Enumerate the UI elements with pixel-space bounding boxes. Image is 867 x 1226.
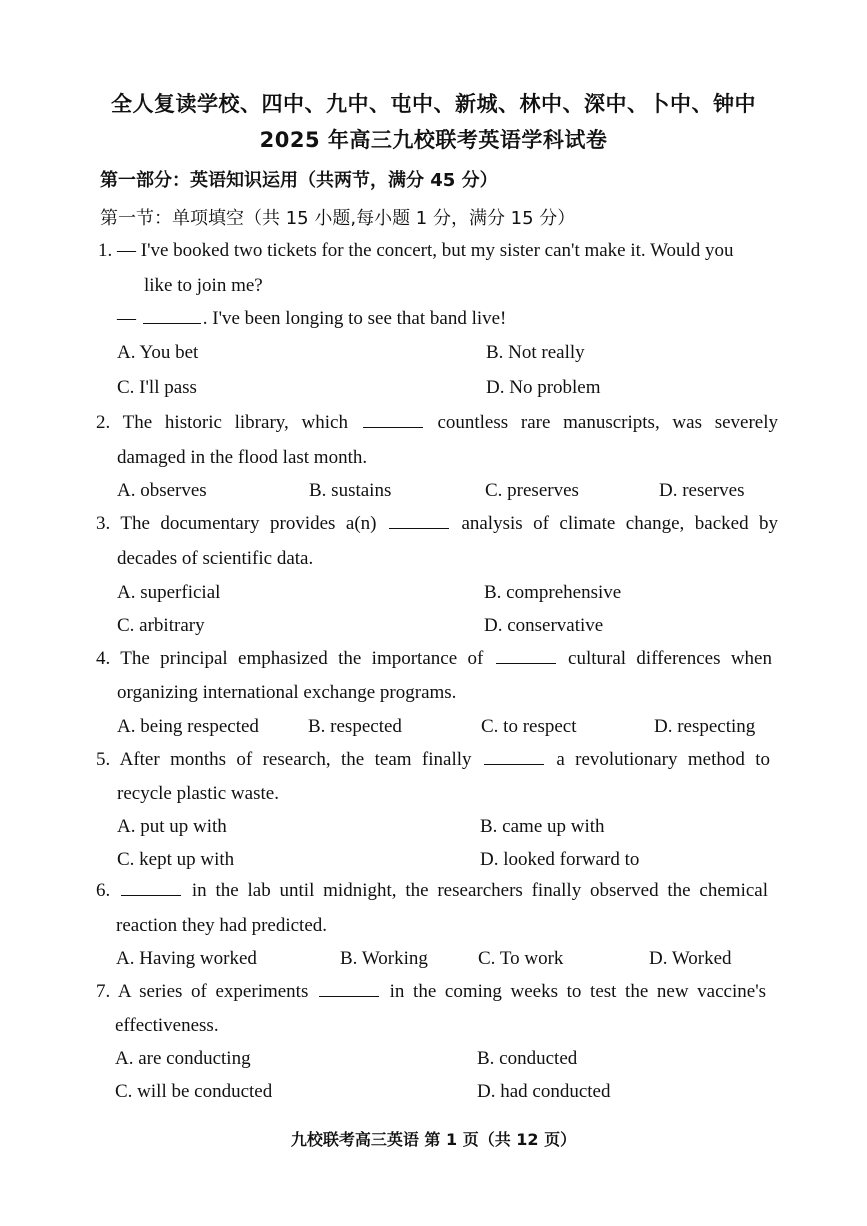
option-b: B. Not really <box>486 342 585 363</box>
option-a: A. are conducting <box>115 1048 251 1069</box>
option-b: B. sustains <box>309 480 392 501</box>
option-b: B. conducted <box>477 1048 578 1069</box>
question-text: in the coming weeks to test the new vaccine's <box>389 981 767 1002</box>
part-heading: 第一部分：英语知识运用（共两节，满分 45 分） <box>100 170 498 191</box>
option-d: D. respecting <box>654 716 756 737</box>
question-text: decades of scientific data. <box>117 548 314 569</box>
option-a: A. superficial <box>117 582 221 603</box>
question-text: The principal emphasized the importance of <box>120 648 484 669</box>
option-b: B. respected <box>308 716 402 737</box>
option-c: C. kept up with <box>117 849 235 870</box>
option-c: C. I'll pass <box>117 377 197 398</box>
question-text: . I've been longing to see that band live! <box>202 308 507 329</box>
question-text: The historic library, which <box>122 412 348 433</box>
option-c: C. preserves <box>485 480 579 501</box>
answer-blank <box>484 763 544 765</box>
question-text: The documentary provides a(n) <box>120 513 377 534</box>
section-heading: 第一节：单项填空（共 15 小题,每小题 1 分，满分 15 分） <box>100 208 576 229</box>
question-text: analysis of climate change, backed by <box>461 513 779 534</box>
question-text: damaged in the flood last month. <box>117 447 368 468</box>
question-number: 7. <box>96 981 111 1002</box>
question-number: 2. <box>96 412 111 433</box>
answer-blank <box>363 426 423 428</box>
exam-schools-title: 全人复读学校、四中、九中、屯中、新城、林中、深中、卜中、钟中 <box>111 92 756 116</box>
question-text: recycle plastic waste. <box>117 783 279 804</box>
option-a: A. You bet <box>117 342 199 363</box>
question-text: countless rare manuscripts, was severely <box>437 412 779 433</box>
option-c: C. arbitrary <box>117 615 205 636</box>
question-text: in the lab until midnight, the researchers finally observed the chemical <box>191 880 768 901</box>
question-text: a revolutionary method to <box>556 749 771 770</box>
question-number: 6. <box>96 880 111 901</box>
option-b: B. comprehensive <box>484 582 622 603</box>
answer-blank <box>389 527 449 529</box>
question-text: effectiveness. <box>115 1015 219 1036</box>
answer-blank <box>143 322 201 324</box>
option-d: D. looked forward to <box>480 849 640 870</box>
answer-blank <box>319 995 379 997</box>
question-number: 4. <box>96 648 111 669</box>
exam-title: 2025 年高三九校联考英语学科试卷 <box>259 128 608 152</box>
question-text: After months of research, the team finally <box>119 749 472 770</box>
option-d: D. had conducted <box>477 1081 611 1102</box>
question-text: reaction they had predicted. <box>116 915 328 936</box>
question-number: 5. <box>96 749 111 770</box>
option-c: C. To work <box>478 948 564 969</box>
question-text: A series of experiments <box>117 981 309 1002</box>
question-number: 3. <box>96 513 111 534</box>
option-a: A. observes <box>117 480 207 501</box>
answer-blank <box>496 662 556 664</box>
answer-blank <box>121 894 181 896</box>
question-text: organizing international exchange programs. <box>117 682 457 703</box>
option-a: A. Having worked <box>116 948 257 969</box>
option-b: B. came up with <box>480 816 605 837</box>
page-footer: 九校联考高三英语 第 1 页（共 12 页） <box>290 1130 577 1149</box>
question-text: cultural differences when <box>568 648 772 669</box>
question-text: like to join me? <box>144 275 263 296</box>
dialogue-dash: — <box>117 308 136 329</box>
option-a: A. put up with <box>117 816 227 837</box>
option-d: D. No problem <box>486 377 601 398</box>
question-text: — I've booked two tickets for the concert, but my sister can't make it. Would you <box>117 240 734 261</box>
question-number: 1. <box>98 240 113 261</box>
option-c: C. will be conducted <box>115 1081 273 1102</box>
option-b: B. Working <box>340 948 428 969</box>
option-d: D. conservative <box>484 615 604 636</box>
option-d: D. reserves <box>659 480 745 501</box>
option-a: A. being respected <box>117 716 259 737</box>
option-c: C. to respect <box>481 716 577 737</box>
option-d: D. Worked <box>649 948 732 969</box>
